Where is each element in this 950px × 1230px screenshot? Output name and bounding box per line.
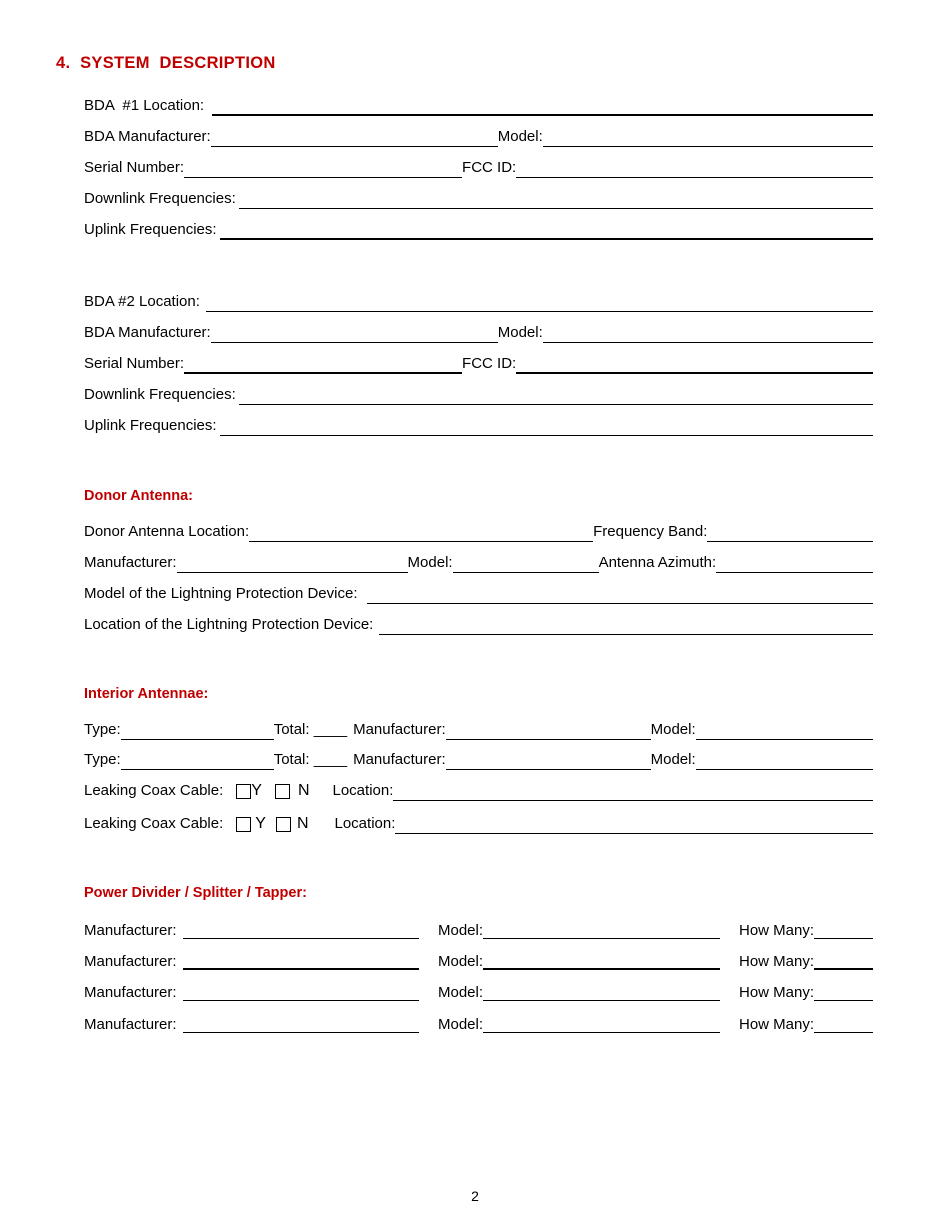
bda2-location-row xyxy=(84,290,873,312)
interior-type-label: Type: xyxy=(84,751,121,768)
coax-no-checkbox[interactable] xyxy=(276,817,291,832)
bda1-model-field[interactable] xyxy=(543,128,873,147)
bda1-serial-field[interactable] xyxy=(184,159,462,178)
bda2-manufacturer-label: BDA Manufacturer: xyxy=(84,324,211,341)
bda2-model-field[interactable] xyxy=(543,324,873,343)
bda1-manufacturer-row xyxy=(84,125,873,147)
bda1-location-label: BDA #1 Location: xyxy=(84,97,205,114)
interior-manufacturer-label: Manufacturer: xyxy=(353,751,446,768)
donor-azimuth-label: Antenna Azimuth: xyxy=(598,554,717,571)
coax-no-label: N xyxy=(296,815,309,832)
bda1-downlink-field[interactable] xyxy=(239,190,873,209)
interior-type-field[interactable] xyxy=(121,751,274,770)
splitter-how-many-label: How Many: xyxy=(739,953,815,970)
splitter-manufacturer-field[interactable] xyxy=(183,920,419,939)
bda2-location-field[interactable] xyxy=(206,293,873,312)
bda2-downlink-field[interactable] xyxy=(239,386,873,405)
donor-antenna-heading: Donor Antenna: xyxy=(84,488,194,504)
coax-row-1 xyxy=(84,779,873,801)
bda1-uplink-label: Uplink Frequencies: xyxy=(84,221,217,238)
coax-label: Leaking Coax Cable: xyxy=(84,815,224,832)
splitter-manufacturer-label: Manufacturer: xyxy=(84,922,177,939)
interior-model-label: Model: xyxy=(650,721,696,738)
interior-manufacturer-field[interactable] xyxy=(446,721,651,740)
interior-total-label: Total: ____ xyxy=(273,721,348,738)
splitter-model-field[interactable] xyxy=(483,950,720,970)
donor-manufacturer-label: Manufacturer: xyxy=(84,554,177,571)
splitter-manufacturer-label: Manufacturer: xyxy=(84,953,177,970)
bda2-fcc-label: FCC ID: xyxy=(462,355,517,372)
donor-manufacturer-row xyxy=(84,551,873,573)
interior-type-row-2 xyxy=(84,748,873,770)
coax-location-label: Location: xyxy=(332,782,394,799)
interior-type-field[interactable] xyxy=(121,721,274,740)
splitter-how-many-field[interactable] xyxy=(814,920,873,939)
splitter-model-field[interactable] xyxy=(483,1014,720,1033)
interior-model-label: Model: xyxy=(650,751,696,768)
coax-yes-label: Y xyxy=(255,815,266,832)
interior-antennae-heading: Interior Antennae: xyxy=(84,686,209,702)
splitter-model-field[interactable] xyxy=(483,920,720,939)
splitter-how-many-label: How Many: xyxy=(739,922,815,939)
bda1-serial-row xyxy=(84,156,873,178)
coax-row-2 xyxy=(84,812,873,834)
interior-type-label: Type: xyxy=(84,721,121,738)
bda2-serial-row xyxy=(84,352,873,374)
interior-model-field[interactable] xyxy=(696,751,873,770)
bda1-fcc-field[interactable] xyxy=(516,159,873,178)
donor-band-label: Frequency Band: xyxy=(593,523,708,540)
bda1-uplink-row xyxy=(84,218,873,240)
bda1-downlink-label: Downlink Frequencies: xyxy=(84,190,236,207)
splitter-heading: Power Divider / Splitter / Tapper: xyxy=(84,885,307,901)
splitter-how-many-label: How Many: xyxy=(739,984,815,1001)
splitter-how-many-field[interactable] xyxy=(814,950,873,970)
splitter-manufacturer-label: Manufacturer: xyxy=(84,984,177,1001)
bda2-model-label: Model: xyxy=(497,324,543,341)
bda2-uplink-row xyxy=(84,414,873,436)
interior-manufacturer-field[interactable] xyxy=(446,751,651,770)
coax-location-field[interactable] xyxy=(395,815,873,834)
splitter-model-label: Model: xyxy=(438,984,484,1001)
coax-no-checkbox[interactable] xyxy=(275,784,290,799)
splitter-manufacturer-field[interactable] xyxy=(183,982,419,1001)
bda2-fcc-field[interactable] xyxy=(516,354,873,374)
splitter-manufacturer-label: Manufacturer: xyxy=(84,1016,177,1033)
splitter-model-label: Model: xyxy=(438,1016,484,1033)
coax-location-label: Location: xyxy=(334,815,396,832)
bda1-manufacturer-label: BDA Manufacturer: xyxy=(84,128,211,145)
bda2-location-label: BDA #2 Location: xyxy=(84,293,200,310)
interior-type-row-1 xyxy=(84,718,873,740)
splitter-how-many-field[interactable] xyxy=(814,1014,873,1033)
lp-model-row xyxy=(84,582,873,604)
bda2-uplink-field[interactable] xyxy=(220,417,873,436)
bda2-downlink-row xyxy=(84,383,873,405)
bda2-manufacturer-field[interactable] xyxy=(211,324,498,343)
splitter-how-many-label: How Many: xyxy=(739,1016,815,1033)
lp-model-field[interactable] xyxy=(367,585,874,604)
bda2-serial-field[interactable] xyxy=(184,354,462,374)
donor-location-label: Donor Antenna Location: xyxy=(84,523,250,540)
donor-model-label: Model: xyxy=(407,554,453,571)
coax-no-label: N xyxy=(297,782,310,799)
coax-yes-checkbox[interactable] xyxy=(236,817,251,832)
bda1-downlink-row xyxy=(84,187,873,209)
page-number: 2 xyxy=(471,1188,479,1204)
donor-location-field[interactable] xyxy=(249,523,593,542)
splitter-manufacturer-field[interactable] xyxy=(183,950,419,970)
bda1-uplink-field[interactable] xyxy=(220,220,873,240)
donor-location-row xyxy=(84,520,873,542)
bda2-manufacturer-row xyxy=(84,321,873,343)
coax-label: Leaking Coax Cable: xyxy=(84,782,224,799)
interior-model-field[interactable] xyxy=(696,721,873,740)
coax-location-field[interactable] xyxy=(393,782,873,801)
lp-model-label: Model of the Lightning Protection Device: xyxy=(84,585,358,602)
coax-yes-checkbox[interactable] xyxy=(236,784,251,799)
coax-yes-label: Y xyxy=(251,782,262,799)
splitter-manufacturer-field[interactable] xyxy=(183,1014,419,1033)
interior-manufacturer-label: Manufacturer: xyxy=(353,721,446,738)
bda1-location-field[interactable] xyxy=(212,96,873,116)
lp-location-field[interactable] xyxy=(379,616,873,635)
donor-manufacturer-field[interactable] xyxy=(177,554,408,573)
splitter-model-label: Model: xyxy=(438,953,484,970)
bda1-manufacturer-field[interactable] xyxy=(211,128,498,147)
splitter-how-many-field[interactable] xyxy=(814,982,873,1001)
splitter-model-field[interactable] xyxy=(483,982,720,1001)
donor-band-field[interactable] xyxy=(707,523,873,542)
donor-azimuth-field[interactable] xyxy=(716,554,873,573)
bda1-serial-label: Serial Number: xyxy=(84,159,185,176)
bda1-fcc-label: FCC ID: xyxy=(462,159,517,176)
splitter-model-label: Model: xyxy=(438,922,484,939)
lp-location-label: Location of the Lightning Protection Device: xyxy=(84,616,374,633)
interior-total-label: Total: ____ xyxy=(273,751,348,768)
bda1-location-row xyxy=(84,94,873,116)
bda2-downlink-label: Downlink Frequencies: xyxy=(84,386,236,403)
section-title: 4. SYSTEM DESCRIPTION xyxy=(56,54,276,72)
bda2-uplink-label: Uplink Frequencies: xyxy=(84,417,217,434)
lp-location-row xyxy=(84,613,873,635)
donor-model-field[interactable] xyxy=(453,554,599,573)
bda2-serial-label: Serial Number: xyxy=(84,355,185,372)
bda1-model-label: Model: xyxy=(497,128,543,145)
